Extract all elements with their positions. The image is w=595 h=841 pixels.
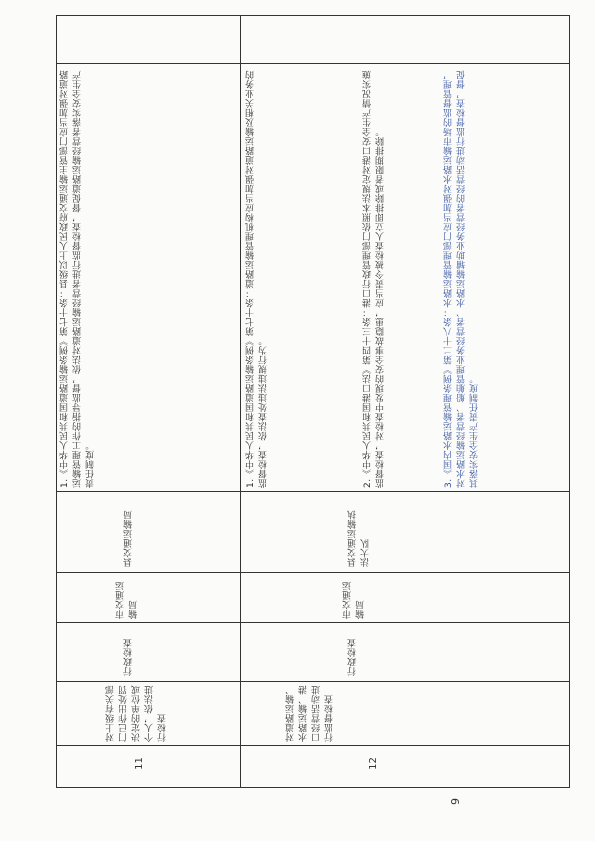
- column-divider: [57, 622, 569, 623]
- column-divider: [57, 745, 569, 746]
- row-divider-vertical: [240, 16, 241, 787]
- row-12-dept: 县交通运输执法大队: [348, 510, 371, 567]
- row-12-basis-2: 2.《中华人民共和国港口法》第四十三条：港口行政管理部门依照本法规定对港口安全生产情况实施监督检查，对检查中发现的安全事故隐患，应当责令被检查人立即排除或者限期排除。: [363, 69, 386, 488]
- row-12-subject: 市交通运输局: [343, 581, 366, 619]
- column-divider: [57, 681, 569, 682]
- row-11-number: 11: [133, 757, 145, 770]
- row-11-basis: 1.《中华人民共和国道路运输条例》第七十条：县级以上人民政府交通运输主管部门应当加强对道路运输管理工作的指导监督，依法对道路运输经营者进行监督检查，督促道路运输经营者落实安全生产责任制度。: [60, 69, 96, 488]
- row-12-type: 行政检查: [348, 638, 358, 676]
- row-11-item: 对上级有关部门已作出处罚决定的单位或个人，依法进行检查: [106, 685, 168, 742]
- row-divider: [57, 63, 569, 64]
- table-frame: [56, 15, 570, 788]
- row-11-subject: 市交通运输局: [116, 581, 139, 619]
- column-divider: [57, 572, 569, 573]
- row-12-number: 12: [367, 757, 379, 770]
- column-divider: [57, 491, 569, 492]
- row-11-dept: 县交通运输局: [124, 510, 134, 567]
- row-12-basis-1: 1.《中华人民共和国道路运输条例》第七十条：道路运输管理机构应当加强对道路运输及相关业务的监督检查，依法查处违法违规行为。: [246, 69, 269, 488]
- row-12-item: 对道路运输、水路运输、港口经营活动进行监督检查: [286, 685, 335, 742]
- row-11-type: 行政检查: [124, 638, 134, 676]
- page-number: 9: [449, 798, 462, 805]
- row-12-basis-3: 3.《国内水路运输管理条例》第二十八条：水路运输管理部门应当加强对水路运输市场的监督管理，对水路运输经营者、船舶管理业务经营者、水路运输辅助业务经营者的经营活动进行监督检查，督促其落实安全生产责任制度。: [444, 69, 480, 488]
